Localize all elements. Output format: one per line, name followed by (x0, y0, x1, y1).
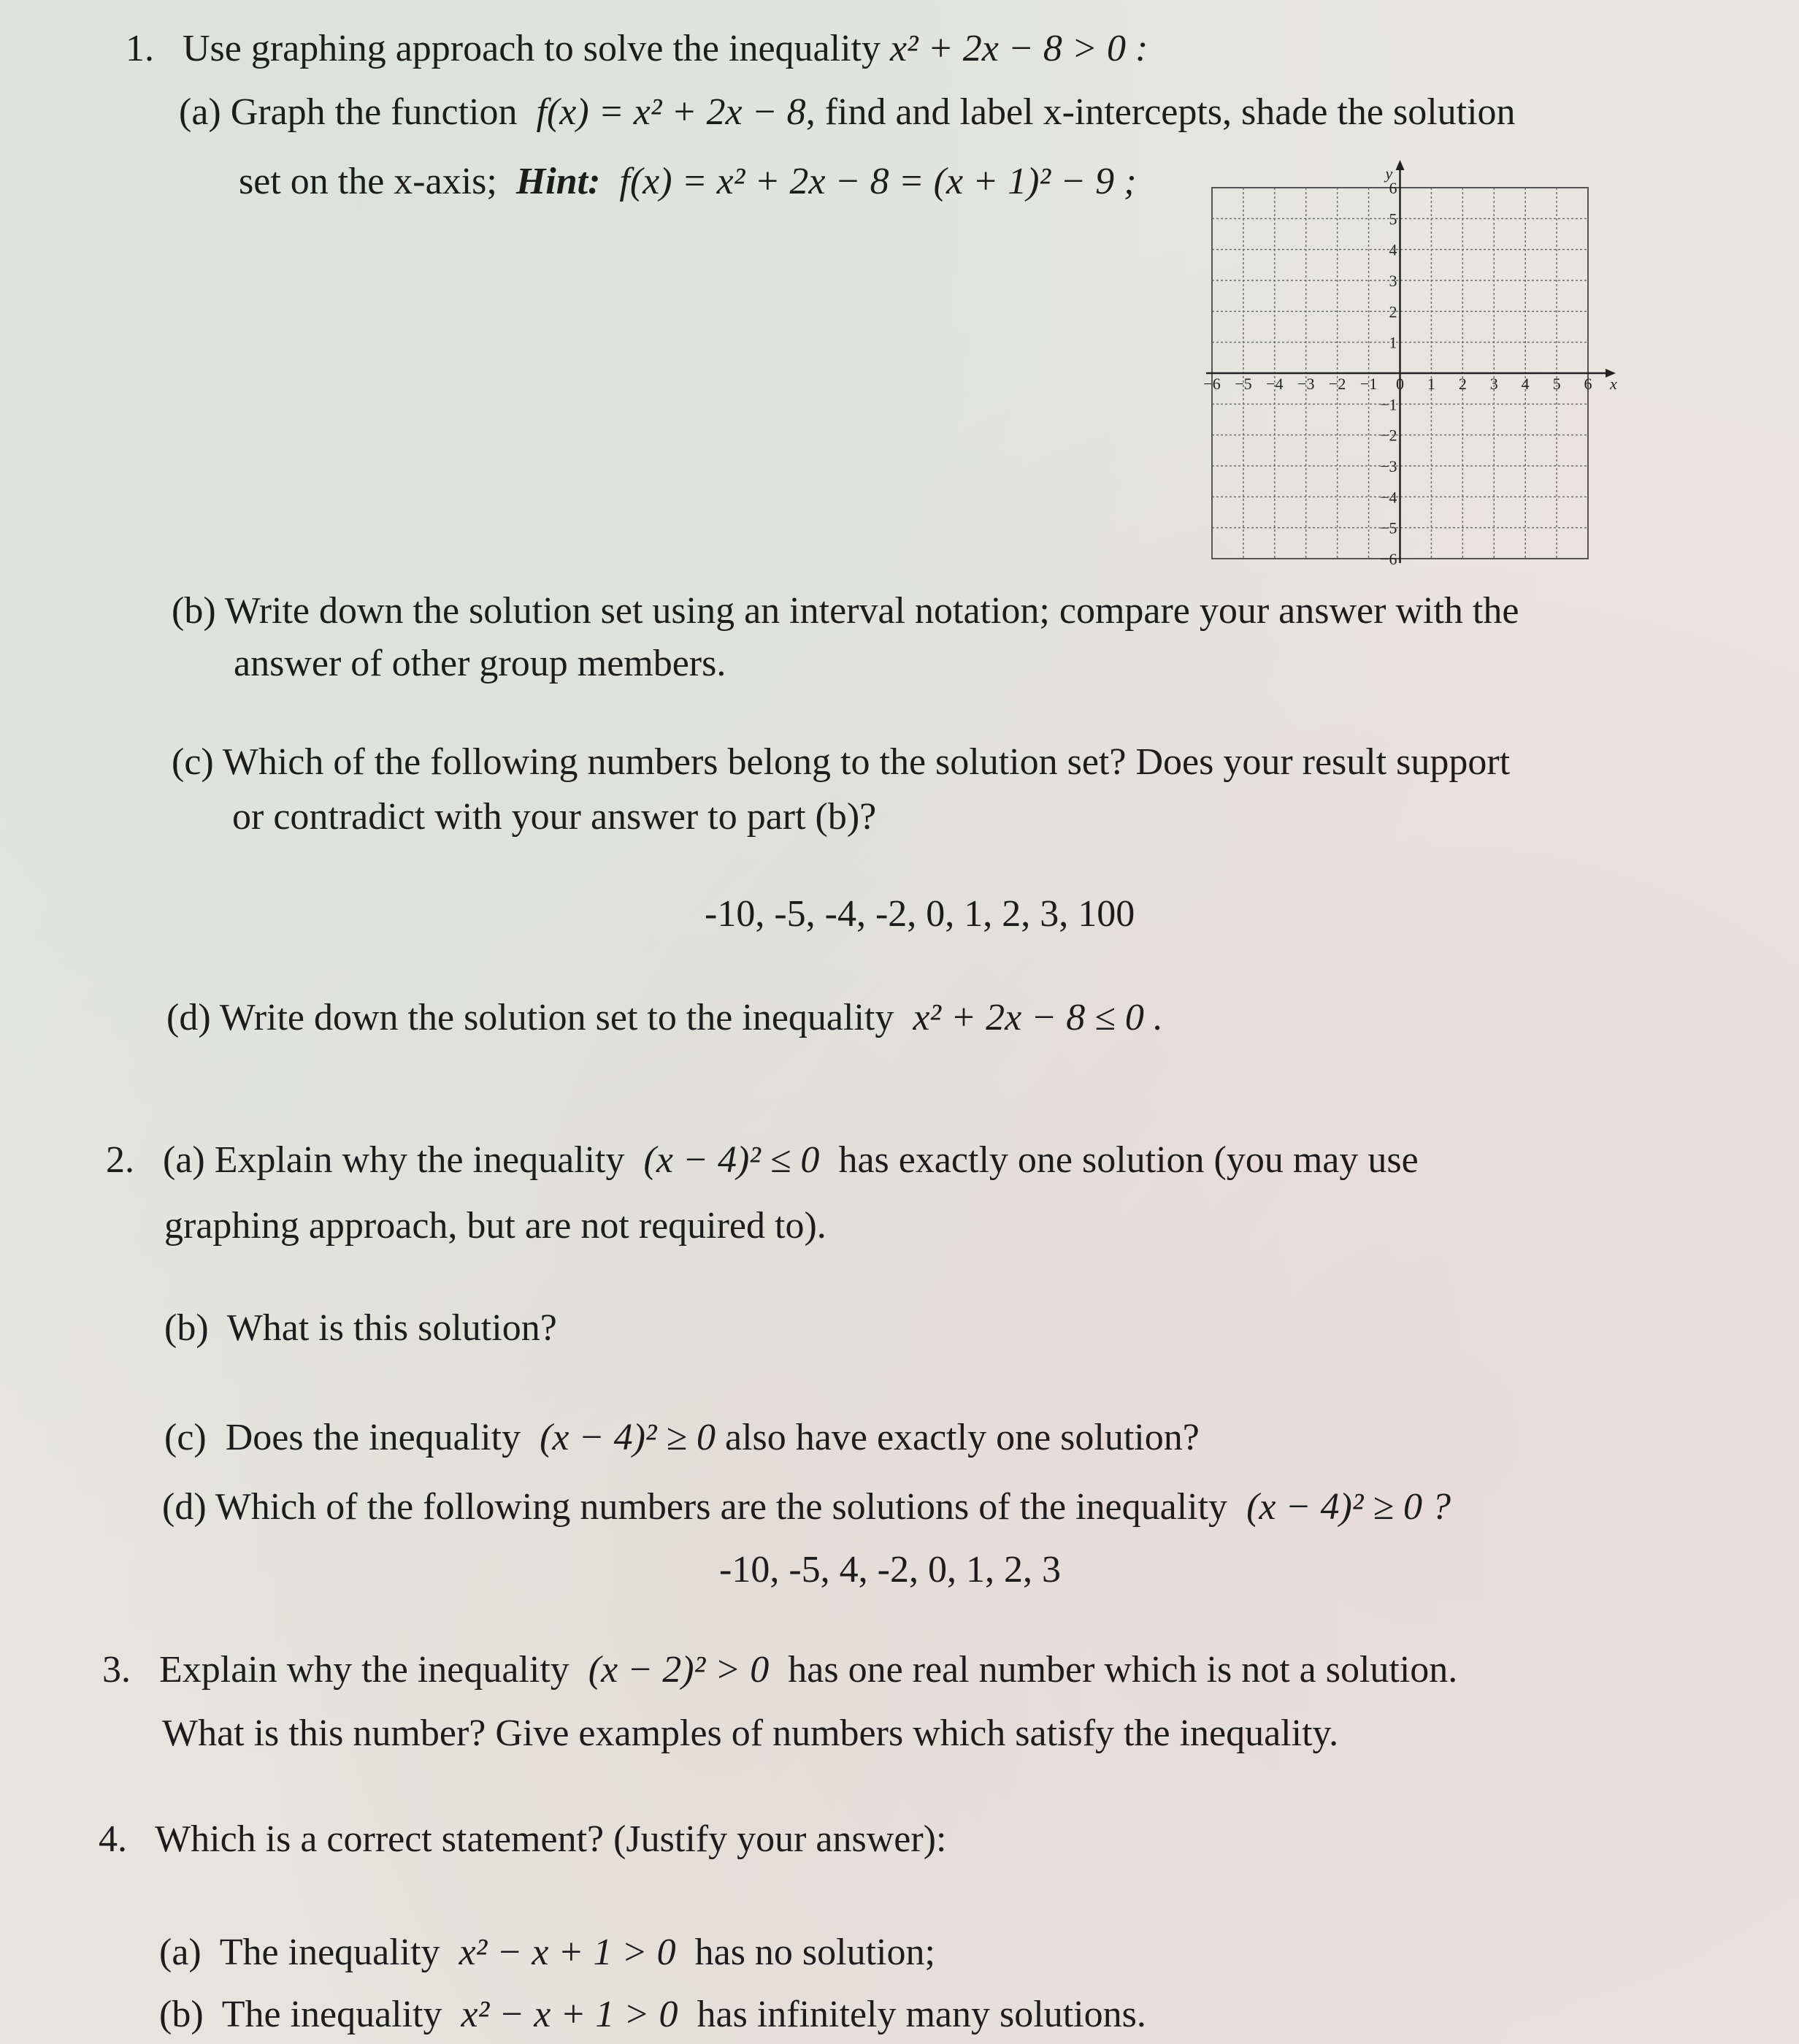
q4-number: 4. (99, 1818, 127, 1860)
q4a-text1: The inequality (219, 1932, 440, 1973)
x-tick-label: 1 (1427, 375, 1435, 393)
q1a-hint-label: Hint: (515, 161, 601, 202)
q4-text: Which is a correct statement? (Justify your answer): (155, 1818, 947, 1860)
q2d-math: (x − 4)² ≥ 0 ? (1246, 1486, 1451, 1528)
q3-text1: Explain why the inequality (159, 1649, 569, 1691)
x-tick-label: 4 (1521, 375, 1530, 393)
q1d-label: (d) (166, 997, 211, 1038)
q4-line (99, 1818, 946, 1860)
q1d-math: x² + 2x − 8 ≤ 0 . (913, 997, 1163, 1038)
axes (1206, 160, 1616, 563)
q1a-line1 (179, 91, 1516, 133)
coordinate-grid (1197, 157, 1621, 573)
q2d-numbers: -10, -5, 4, -2, 0, 1, 2, 3 (719, 1549, 1061, 1591)
q1a-text1: Graph the function (230, 91, 518, 133)
y-axis-label: y (1385, 164, 1393, 183)
q1b-text: Write down the solution set using an interval notation; compare your answer with the (224, 590, 1519, 632)
y-tick-label: 6 (1389, 179, 1397, 197)
y-tick-label: 5 (1389, 210, 1397, 229)
q1a-line2 (239, 161, 1136, 202)
x-tick-label: 0 (1396, 375, 1404, 393)
q1b-line1 (172, 590, 1519, 632)
q2b-line (164, 1307, 557, 1349)
x-tick-label: −4 (1266, 375, 1284, 393)
q2a-line1 (106, 1139, 1419, 1181)
y-axis-arrow (1396, 160, 1405, 170)
q2d-text: Which of the following numbers are the solutions of the inequality (215, 1486, 1228, 1528)
q1a-label: (a) (179, 91, 221, 133)
q4a-math: x² − x + 1 > 0 (459, 1932, 676, 1973)
q1a-line2-text: set on the x-axis; (239, 161, 497, 202)
y-tick-label: −5 (1380, 518, 1397, 537)
q2c-math: (x − 4)² ≥ 0 (540, 1417, 716, 1458)
q4b-line (159, 1994, 1146, 2035)
q1c-line2: or contradict with your answer to part (b)? (232, 796, 877, 838)
q1c-text: Which of the following numbers belong to the solution set? Does your result support (222, 741, 1511, 783)
y-tick-label: −6 (1380, 550, 1397, 568)
y-tick-label: −1 (1380, 395, 1397, 414)
q4b-text2: has infinitely many solutions. (697, 1994, 1146, 2035)
q1-number: 1. (126, 28, 154, 69)
q1-stem-math: x² + 2x − 8 > 0 : (889, 28, 1148, 69)
q4a-label: (a) (159, 1932, 202, 1973)
q2d-label: (d) (162, 1486, 207, 1528)
q3-line2: What is this number? Give examples of numbers which satisfy the inequality. (162, 1712, 1339, 1754)
x-tick-label: 2 (1458, 375, 1467, 393)
y-tick-label: 4 (1389, 240, 1397, 259)
x-tick-label: −1 (1359, 375, 1378, 393)
q3-math: (x − 2)² > 0 (588, 1649, 770, 1691)
q2a-text2: has exactly one solution (you may use (838, 1139, 1419, 1181)
q2a-label: (a) (163, 1139, 205, 1181)
q1d-line (166, 997, 1163, 1038)
q2d-line (162, 1486, 1451, 1528)
q2c-line (164, 1417, 1200, 1458)
x-tick-label: −5 (1235, 375, 1252, 393)
q2b-text: What is this solution? (226, 1307, 557, 1349)
q1b-label: (b) (172, 590, 216, 632)
x-tick-label: −2 (1328, 375, 1346, 393)
q2-number: 2. (106, 1139, 134, 1181)
q3-line1 (102, 1649, 1457, 1691)
y-tick-label: 2 (1389, 302, 1397, 321)
y-tick-label: 3 (1389, 272, 1397, 290)
q1c-numbers: -10, -5, -4, -2, 0, 1, 2, 3, 100 (705, 893, 1135, 935)
q1-stem (126, 28, 1148, 69)
x-axis-label: x (1610, 375, 1617, 393)
q1b-line2: answer of other group members. (234, 643, 726, 684)
q1-stem-text: Use graphing approach to solve the inequality (183, 28, 881, 69)
x-tick-label: 6 (1584, 375, 1592, 393)
q1a-text2: , find and label x-intercepts, shade the solution (805, 91, 1516, 133)
q2c-text1: Does the inequality (225, 1417, 521, 1458)
x-tick-label: 5 (1552, 375, 1561, 393)
q4a-text2: has no solution; (694, 1932, 935, 1973)
q2b-label: (b) (164, 1307, 209, 1349)
q1a-function: f(x) = x² + 2x − 8 (536, 91, 806, 133)
q1c-line1 (172, 741, 1510, 783)
q4b-text1: The inequality (221, 1994, 442, 2035)
q3-text2: has one real number which is not a solution. (788, 1649, 1458, 1691)
q2a-text1: Explain why the inequality (214, 1139, 625, 1181)
q4b-math: x² − x + 1 > 0 (461, 1994, 678, 2035)
x-tick-label: −3 (1297, 375, 1315, 393)
y-tick-label: −2 (1380, 426, 1397, 445)
x-tick-label: −6 (1203, 375, 1221, 393)
q2a-line2: graphing approach, but are not required to). (164, 1205, 826, 1247)
q2c-text2: also have exactly one solution? (725, 1417, 1200, 1458)
x-tick-label: 3 (1489, 375, 1498, 393)
q1d-text: Write down the solution set to the inequality (219, 997, 894, 1038)
q2a-math: (x − 4)² ≤ 0 (643, 1139, 820, 1181)
q1c-label: (c) (172, 741, 214, 783)
q3-number: 3. (102, 1649, 131, 1691)
q1a-hint-math: f(x) = x² + 2x − 8 = (x + 1)² − 9 ; (619, 161, 1137, 202)
y-tick-label: −3 (1380, 457, 1397, 475)
q4b-label: (b) (159, 1994, 204, 2035)
q2c-label: (c) (164, 1417, 207, 1458)
y-tick-label: −4 (1380, 488, 1397, 507)
q4a-line (159, 1932, 935, 1973)
tick-labels (1203, 164, 1617, 568)
y-tick-label: 1 (1389, 333, 1397, 352)
